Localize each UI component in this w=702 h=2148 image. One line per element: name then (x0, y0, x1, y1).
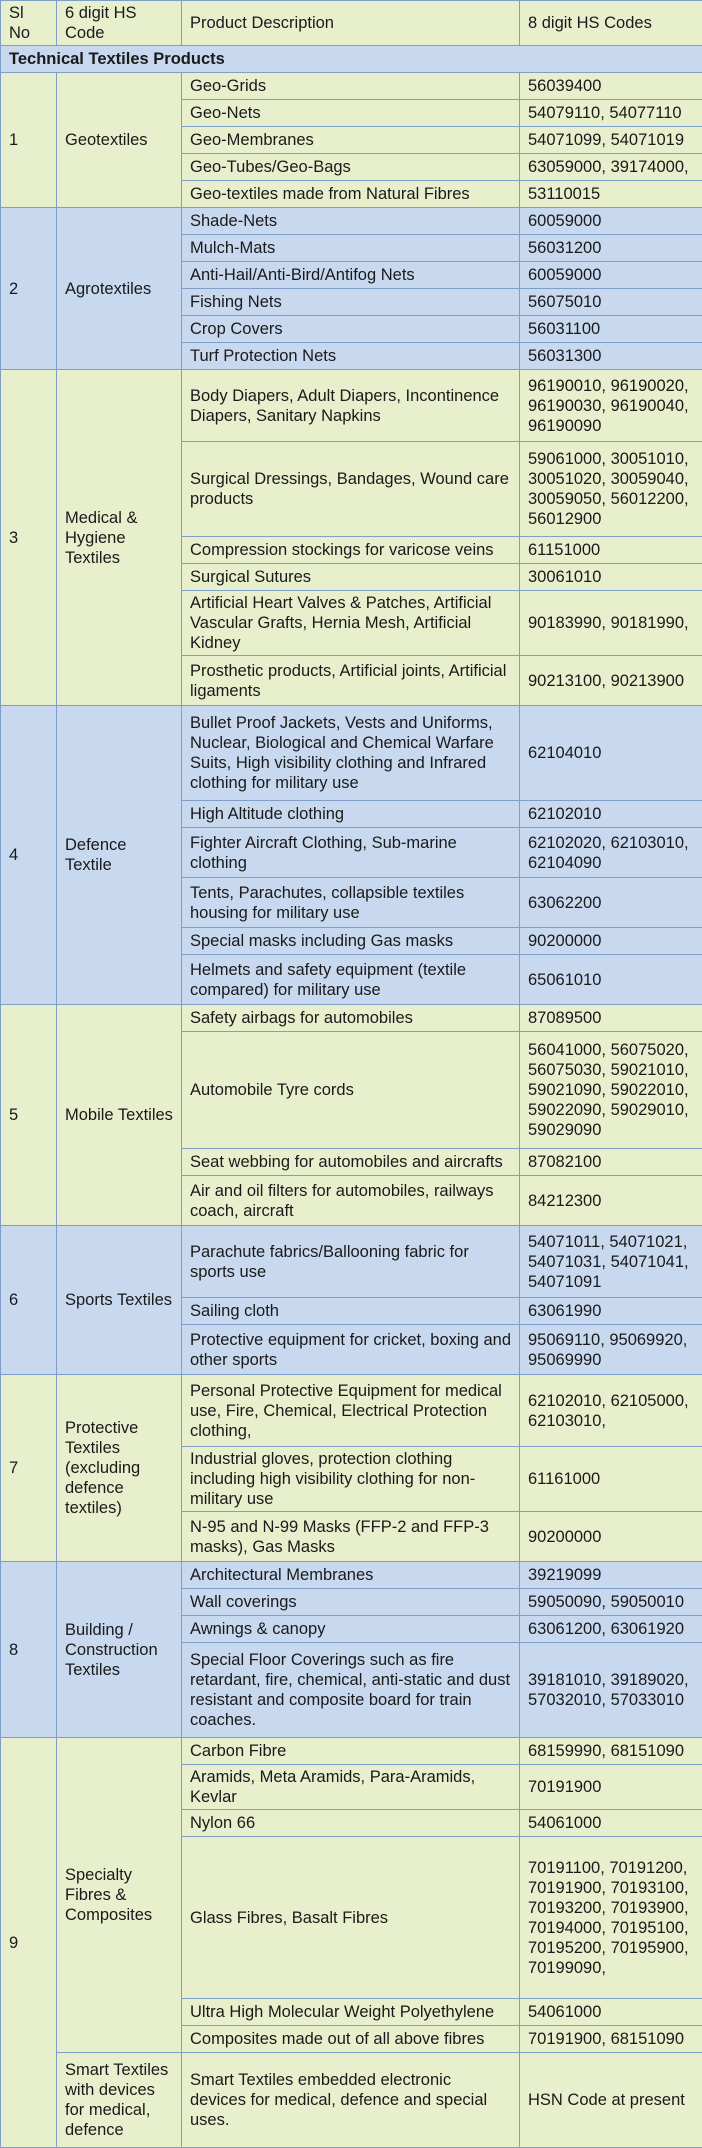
product-description-cell: Nylon 66 (182, 1810, 520, 1837)
hs-codes-cell: 62102010, 62105000, 62103010, (520, 1375, 702, 1447)
product-description-cell: Composites made out of all above fibres (182, 2026, 520, 2053)
section-title-row (1, 46, 702, 73)
product-description-cell: Artificial Heart Valves & Patches, Artificial Vascular Grafts, Hernia Mesh, Artificial Kidney (182, 591, 520, 656)
hs-category-cell: Protective Textiles (excluding defence textiles) (57, 1375, 182, 1562)
sl-no-cell: 3 (1, 370, 57, 706)
hs-codes-cell: 30061010 (520, 564, 702, 591)
hs-codes-cell: 70191100, 70191200, 70191900, 70193100, 70193200, 70193900, 70194000, 70195100, 70195200, 70195900, 70199090, (520, 1837, 702, 1999)
hs-codes-cell: 61161000 (520, 1447, 702, 1512)
hs-codes-cell: 56031300 (520, 343, 702, 370)
hs-codes-cell: 39219099 (520, 1562, 702, 1589)
product-description-cell: Mulch-Mats (182, 235, 520, 262)
hs-codes-cell: 63061200, 63061920 (520, 1616, 702, 1643)
hs-codes-cell: 70191900, 68151090 (520, 2026, 702, 2053)
product-description-cell: Safety airbags for automobiles (182, 1005, 520, 1032)
hs-codes-cell: 54079110, 54077110 (520, 100, 702, 127)
hs-codes-cell: 63061990 (520, 1298, 702, 1325)
sl-no-cell: 9 (1, 1738, 57, 2148)
product-description-cell: Ultra High Molecular Weight Polyethylene (182, 1999, 520, 2026)
hs-codes-cell: 63059000, 39174000, (520, 154, 702, 181)
hs-codes-cell: 61151000 (520, 537, 702, 564)
hs-codes-cell: 59061000, 30051010, 30051020, 30059040, 30059050, 56012200, 56012900 (520, 442, 702, 537)
product-description-cell: Bullet Proof Jackets, Vests and Uniforms, Nuclear, Biological and Chemical Warfare Suits, High visibility clothing and Infrared clothing for military use (182, 706, 520, 801)
product-description-cell: Body Diapers, Adult Diapers, Incontinence Diapers, Sanitary Napkins (182, 370, 520, 442)
product-description-cell: Geo-textiles made from Natural Fibres (182, 181, 520, 208)
section-title: Technical Textiles Products (1, 46, 702, 73)
hs-codes-cell: 56031100 (520, 316, 702, 343)
hs-codes-cell: 54061000 (520, 1810, 702, 1837)
hs-codes-cell: 70191900 (520, 1765, 702, 1810)
product-description-cell: Surgical Sutures (182, 564, 520, 591)
product-description-cell: Geo-Nets (182, 100, 520, 127)
hs-codes-cell: 68159990, 68151090 (520, 1738, 702, 1765)
hs-codes-cell: 65061010 (520, 955, 702, 1005)
product-description-cell: Sailing cloth (182, 1298, 520, 1325)
table-row (1, 2053, 702, 2148)
col-header-sl-no: Sl No (1, 1, 57, 46)
product-description-cell: Automobile Tyre cords (182, 1032, 520, 1149)
col-header-8-digit-hs-codes: 8 digit HS Codes (520, 1, 702, 46)
hs-codes-cell: 87089500 (520, 1005, 702, 1032)
table-row (1, 73, 702, 100)
product-description-cell: Protective equipment for cricket, boxing and other sports (182, 1325, 520, 1375)
hs-category-cell: Smart Textiles with devices for medical, defence (57, 2053, 182, 2148)
hs-codes-cell: 56031200 (520, 235, 702, 262)
hs-codes-cell: 56039400 (520, 73, 702, 100)
product-description-cell: Air and oil filters for automobiles, railways coach, aircraft (182, 1176, 520, 1226)
product-description-cell: Helmets and safety equipment (textile compared) for military use (182, 955, 520, 1005)
sl-no-cell: 2 (1, 208, 57, 370)
product-description-cell: Architectural Membranes (182, 1562, 520, 1589)
hs-codes-cell: 62104010 (520, 706, 702, 801)
product-description-cell: Parachute fabrics/Ballooning fabric for sports use (182, 1226, 520, 1298)
hs-category-cell: Specialty Fibres & Composites (57, 1738, 182, 2053)
sl-no-cell: 6 (1, 1226, 57, 1375)
product-description-cell: Special Floor Coverings such as fire retardant, fire, chemical, anti-static and dust resistant and composite board for train coaches. (182, 1643, 520, 1738)
hs-codes-cell: 39181010, 39189020, 57032010, 57033010 (520, 1643, 702, 1738)
product-description-cell: Personal Protective Equipment for medical use, Fire, Chemical, Electrical Protection clothing, (182, 1375, 520, 1447)
product-description-cell: Seat webbing for automobiles and aircrafts (182, 1149, 520, 1176)
table-row (1, 706, 702, 801)
hs-category-cell: Medical & Hygiene Textiles (57, 370, 182, 706)
hs-category-cell: Mobile Textiles (57, 1005, 182, 1226)
sl-no-cell: 5 (1, 1005, 57, 1226)
product-description-cell: Special masks including Gas masks (182, 928, 520, 955)
hs-codes-cell: 56041000, 56075020, 56075030, 59021010, 59021090, 59022010, 59022090, 59029010, 59029090 (520, 1032, 702, 1149)
hs-codes-cell: 56075010 (520, 289, 702, 316)
hs-category-cell: Geotextiles (57, 73, 182, 208)
hs-codes-cell: 87082100 (520, 1149, 702, 1176)
hs-codes-cell: 90183990, 90181990, (520, 591, 702, 656)
product-description-cell: Aramids, Meta Aramids, Para-Aramids, Kevlar (182, 1765, 520, 1810)
product-description-cell: High Altitude clothing (182, 801, 520, 828)
hs-codes-cell: 63062200 (520, 878, 702, 928)
product-description-cell: Fighter Aircraft Clothing, Sub-marine clothing (182, 828, 520, 878)
hs-codes-cell: 60059000 (520, 208, 702, 235)
sl-no-cell: 4 (1, 706, 57, 1005)
col-header-product-description: Product Description (182, 1, 520, 46)
sl-no-cell: 1 (1, 73, 57, 208)
product-description-cell: Industrial gloves, protection clothing including high visibility clothing for non-military use (182, 1447, 520, 1512)
hs-codes-cell: 54061000 (520, 1999, 702, 2026)
product-description-cell: Turf Protection Nets (182, 343, 520, 370)
product-description-cell: Geo-Grids (182, 73, 520, 100)
product-description-cell: Glass Fibres, Basalt Fibres (182, 1837, 520, 1999)
hs-category-cell: Defence Textile (57, 706, 182, 1005)
table-row (1, 1562, 702, 1589)
hs-codes-cell: 90213100, 90213900 (520, 656, 702, 706)
product-description-cell: Smart Textiles embedded electronic devices for medical, defence and special uses. (182, 2053, 520, 2148)
product-description-cell: Shade-Nets (182, 208, 520, 235)
product-description-cell: Crop Covers (182, 316, 520, 343)
table-row (1, 1738, 702, 1765)
product-description-cell: Anti-Hail/Anti-Bird/Antifog Nets (182, 262, 520, 289)
table-row (1, 208, 702, 235)
product-description-cell: N-95 and N-99 Masks (FFP-2 and FFP-3 masks), Gas Masks (182, 1512, 520, 1562)
product-description-cell: Compression stockings for varicose veins (182, 537, 520, 564)
hs-codes-cell: 62102010 (520, 801, 702, 828)
table-row (1, 1005, 702, 1032)
sl-no-cell: 7 (1, 1375, 57, 1562)
hs-codes-cell: 53110015 (520, 181, 702, 208)
hs-category-cell: Sports Textiles (57, 1226, 182, 1375)
hs-codes-cell: 96190010, 96190020, 96190030, 96190040, 96190090 (520, 370, 702, 442)
hs-category-cell: Agrotextiles (57, 208, 182, 370)
header-row (1, 1, 702, 46)
hs-codes-cell: 90200000 (520, 928, 702, 955)
product-description-cell: Geo-Tubes/Geo-Bags (182, 154, 520, 181)
hs-codes-cell: 90200000 (520, 1512, 702, 1562)
hs-codes-cell: HSN Code at present (520, 2053, 702, 2148)
product-description-cell: Wall coverings (182, 1589, 520, 1616)
sl-no-cell: 8 (1, 1562, 57, 1738)
product-description-cell: Geo-Membranes (182, 127, 520, 154)
hs-codes-cell: 95069110, 95069920, 95069990 (520, 1325, 702, 1375)
table-row (1, 1226, 702, 1298)
hs-codes-cell: 62102020, 62103010, 62104090 (520, 828, 702, 878)
col-header-6-digit-hs-code: 6 digit HS Code (57, 1, 182, 46)
hs-codes-cell: 54071099, 54071019 (520, 127, 702, 154)
hs-codes-cell: 60059000 (520, 262, 702, 289)
hs-codes-cell: 54071011, 54071021, 54071031, 54071041, 54071091 (520, 1226, 702, 1298)
hs-codes-cell: 59050090, 59050010 (520, 1589, 702, 1616)
product-description-cell: Awnings & canopy (182, 1616, 520, 1643)
table-row (1, 1375, 702, 1447)
hs-codes-cell: 84212300 (520, 1176, 702, 1226)
table-row (1, 370, 702, 442)
product-description-cell: Carbon Fibre (182, 1738, 520, 1765)
product-description-cell: Prosthetic products, Artificial joints, Artificial ligaments (182, 656, 520, 706)
product-description-cell: Tents, Parachutes, collapsible textiles housing for military use (182, 878, 520, 928)
product-description-cell: Fishing Nets (182, 289, 520, 316)
hs-category-cell: Building / Construction Textiles (57, 1562, 182, 1738)
product-description-cell: Surgical Dressings, Bandages, Wound care products (182, 442, 520, 537)
